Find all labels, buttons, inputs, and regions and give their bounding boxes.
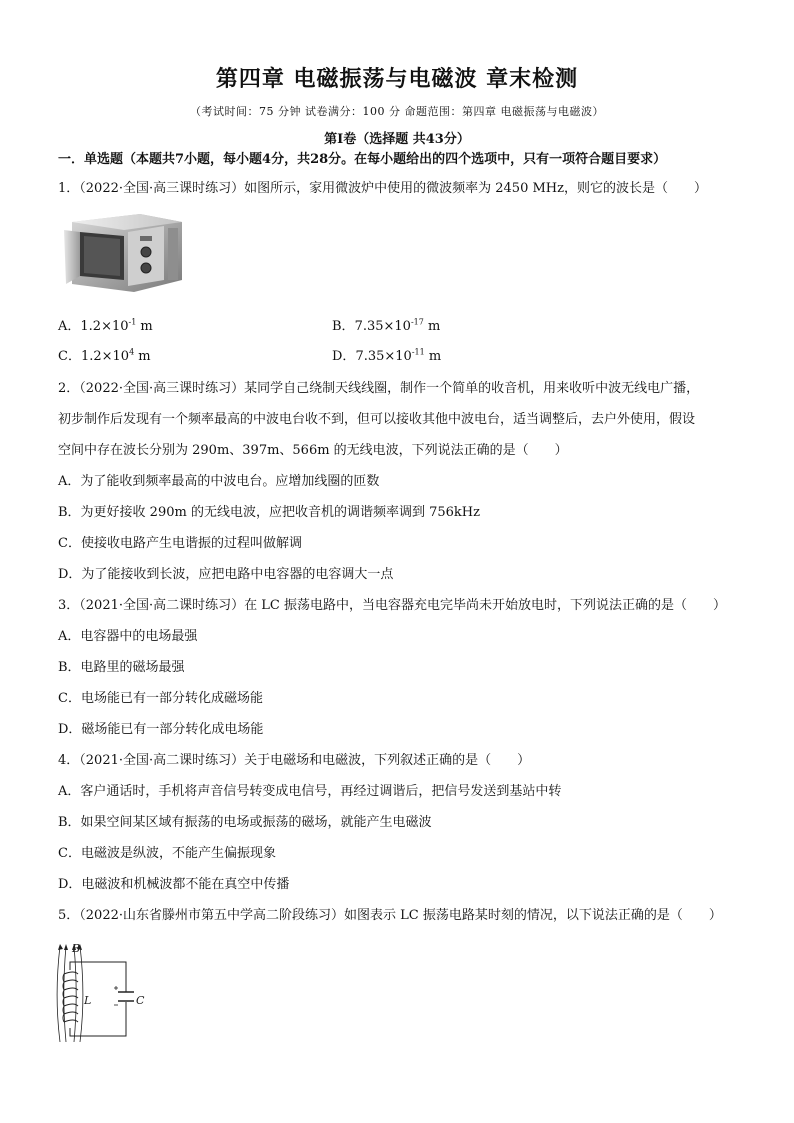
question-2-option-a: A．为了能收到频率最高的中波电台。应增加线圈的匝数 — [58, 474, 380, 489]
question-3-option-d: D．磁场能已有一部分转化成电场能 — [58, 722, 264, 737]
question-2-option-c: C．使接收电路产生电谐振的过程叫做解调 — [58, 536, 302, 551]
question-1-option-a: A．$1.2\times 10^{-1}$ m — [58, 317, 153, 334]
lc-circuit-figure — [56, 940, 148, 1046]
capacitor-label: C — [136, 994, 145, 1007]
question-5-stem: 5．（2022·山东省滕州市第五中学高二阶段练习）如图表示 LC 振荡电路某时刻的情况，以下说法正确的是（ ） — [58, 908, 722, 923]
question-3-option-c: C．电场能已有一部分转化成磁场能 — [58, 691, 263, 706]
question-1-stem: 1．（2022·全国·高三课时练习）如图所示，家用微波炉中使用的微波频率为 2450 MHz，则它的波长是（ ） — [58, 181, 707, 196]
inductor-label: L — [84, 994, 92, 1007]
question-3-option-b: B．电路里的磁场最强 — [58, 660, 185, 675]
question-2-option-b: B．为更好接收 290m 的无线电波，应把收音机的调谐频率调到 756kHz — [58, 505, 480, 520]
question-3-stem: 3．（2021·全国·高二课时练习）在 LC 振荡电路中，当电容器充电完毕尚未开始放电时，下列说法正确的是（ ） — [58, 598, 726, 613]
question-1-option-d: D．$7.35\times 10^{-11}$ m — [332, 347, 442, 364]
question-4-option-d: D．电磁波和机械波都不能在真空中传播 — [58, 877, 290, 892]
question-1-option-c: C．$1.2\times 10^4$ m — [58, 347, 151, 364]
question-3-option-a: A．电容器中的电场最强 — [58, 629, 198, 644]
question-4-option-a: A．客户通话时，手机将声音信号转变成电信号，再经过调谐后，把信号发送到基站中转 — [58, 784, 562, 799]
question-4-stem: 4．（2021·全国·高二课时练习）关于电磁场和电磁波，下列叙述正确的是（ ） — [58, 753, 531, 768]
question-2-stem-line-3: 空间中存在波长分别为 290m、397m、566m 的无线电波，下列说法正确的是（ ） — [58, 443, 568, 458]
question-2-stem-line-1: 2．（2022·全国·高三课时练习）某同学自己绕制天线线圈，制作一个简单的收音机，用来收听中波无线电广播， — [58, 381, 700, 396]
instructions: 一．单选题（本题共7小题，每小题4分，共28分。在每小题给出的四个选项中，只有一项符合题目要求） — [58, 152, 667, 167]
question-1-option-b: B．$7.35\times 10^{-17}$ m — [332, 317, 441, 334]
magnetic-field-label: B — [72, 942, 81, 955]
microwave-image — [64, 208, 188, 298]
page-title: 第四章 电磁振荡与电磁波 章末检测 — [215, 67, 579, 92]
question-2-stem-line-2: 初步制作后发现有一个频率最高的中波电台收不到，但可以接收其他中波电台，适当调整后，去户外使用，假设 — [58, 412, 696, 427]
question-2-option-d: D．为了能接收到长波，应把电路中电容器的电容调大一点 — [58, 567, 394, 582]
question-4-option-c: C．电磁波是纵波，不能产生偏振现象 — [58, 846, 276, 861]
exam-meta: （考试时间：75 分钟 试卷满分：100 分 命题范围：第四章 电磁振荡与电磁波） — [190, 105, 604, 118]
question-4-option-b: B．如果空间某区域有振荡的电场或振荡的磁场，就能产生电磁波 — [58, 815, 432, 830]
section-heading: 第Ⅰ卷（选择题 共43分） — [324, 132, 470, 147]
